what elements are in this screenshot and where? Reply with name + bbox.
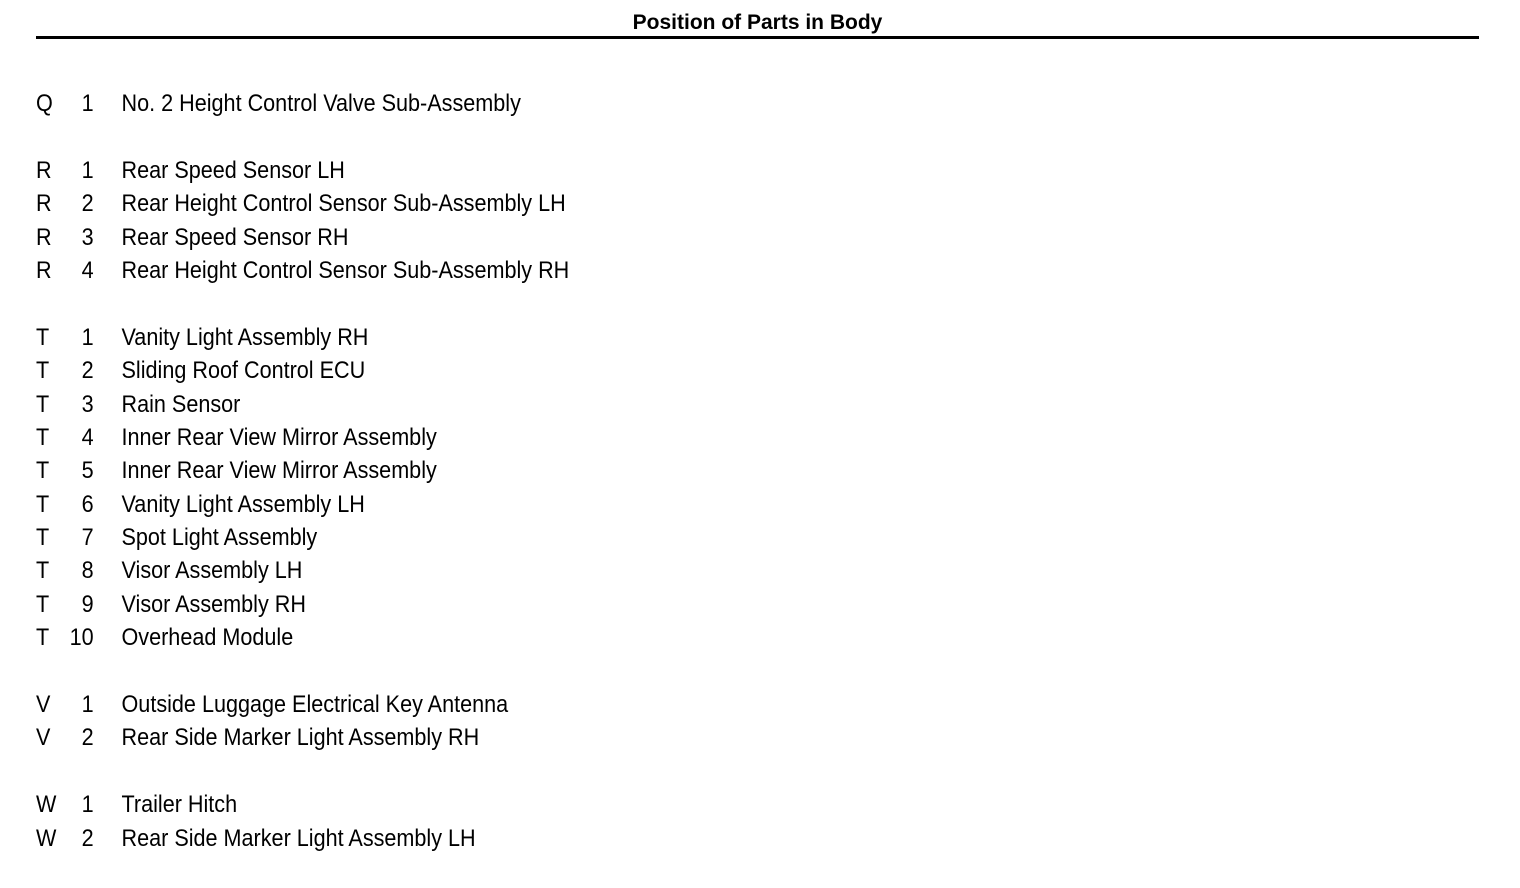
parts-group-q bbox=[36, 87, 1136, 120]
part-number: 1 bbox=[81, 323, 94, 351]
parts-row bbox=[36, 621, 1026, 654]
location-letter: R bbox=[36, 156, 52, 184]
location-letter: T bbox=[36, 590, 50, 618]
part-description: Rear Height Control Sensor Sub-Assembly RH bbox=[121, 256, 570, 284]
parts-row bbox=[36, 421, 1026, 454]
location-letter: T bbox=[36, 524, 50, 552]
parts-row bbox=[36, 488, 1026, 521]
location-letter: V bbox=[36, 691, 51, 719]
parts-row bbox=[36, 721, 1026, 754]
location-letter: T bbox=[36, 557, 50, 585]
location-letter: T bbox=[36, 490, 50, 518]
parts-group-r bbox=[36, 154, 1136, 288]
part-number: 1 bbox=[81, 90, 94, 117]
part-description: Inner Rear View Mirror Assembly bbox=[121, 423, 437, 451]
parts-row bbox=[36, 588, 1026, 621]
part-description: No. 2 Height Control Valve Sub-Assembly bbox=[121, 90, 521, 117]
parts-row bbox=[36, 254, 1026, 287]
part-description: Visor Assembly LH bbox=[121, 557, 303, 585]
title-rule bbox=[36, 36, 1479, 39]
parts-row bbox=[36, 321, 1026, 354]
location-letter: W bbox=[36, 824, 57, 852]
parts-row bbox=[36, 788, 1026, 821]
part-description: Rear Side Marker Light Assembly LH bbox=[121, 824, 476, 852]
location-letter: W bbox=[36, 791, 57, 819]
location-letter: T bbox=[36, 423, 50, 451]
location-letter: T bbox=[36, 457, 50, 485]
parts-row bbox=[36, 454, 1026, 487]
part-description: Spot Light Assembly bbox=[121, 524, 318, 552]
part-number: 3 bbox=[81, 223, 94, 251]
part-number: 1 bbox=[81, 791, 94, 819]
parts-row bbox=[36, 388, 1026, 421]
part-description: Rear Speed Sensor LH bbox=[121, 156, 345, 184]
location-letter: T bbox=[36, 323, 50, 351]
location-letter: T bbox=[36, 390, 50, 418]
part-number: 5 bbox=[81, 457, 94, 485]
parts-group-t bbox=[36, 321, 1136, 655]
parts-row bbox=[36, 87, 1026, 120]
parts-group-v bbox=[36, 688, 1136, 755]
part-description: Rear Height Control Sensor Sub-Assembly LH bbox=[121, 190, 566, 218]
location-letter: R bbox=[36, 256, 52, 284]
part-number: 6 bbox=[81, 490, 94, 518]
part-description: Overhead Module bbox=[121, 624, 294, 652]
part-description: Inner Rear View Mirror Assembly bbox=[121, 457, 437, 485]
location-letter: Q bbox=[36, 90, 53, 117]
part-description: Vanity Light Assembly LH bbox=[121, 490, 365, 518]
parts-row bbox=[36, 154, 1026, 187]
part-number: 8 bbox=[81, 557, 94, 585]
part-number: 3 bbox=[81, 390, 94, 418]
parts-row bbox=[36, 521, 1026, 554]
location-letter: V bbox=[36, 724, 51, 752]
part-description: Sliding Roof Control ECU bbox=[121, 357, 366, 385]
part-description: Vanity Light Assembly RH bbox=[121, 323, 369, 351]
part-number: 4 bbox=[81, 423, 94, 451]
part-number: 1 bbox=[81, 691, 94, 719]
part-description: Trailer Hitch bbox=[121, 791, 238, 819]
part-description: Rear Speed Sensor RH bbox=[121, 223, 349, 251]
parts-row bbox=[36, 688, 1026, 721]
part-description: Rain Sensor bbox=[121, 390, 241, 418]
parts-row bbox=[36, 822, 1026, 855]
part-number: 2 bbox=[81, 190, 94, 218]
part-description: Visor Assembly RH bbox=[121, 590, 306, 618]
parts-list bbox=[36, 87, 1136, 888]
parts-row bbox=[36, 354, 1026, 387]
location-letter: R bbox=[36, 223, 52, 251]
part-number: 10 bbox=[69, 624, 94, 652]
part-number: 2 bbox=[81, 724, 94, 752]
location-letter: T bbox=[36, 624, 50, 652]
page-title: Position of Parts in Body bbox=[632, 11, 883, 34]
location-letter: T bbox=[36, 357, 50, 385]
location-letter: R bbox=[36, 190, 52, 218]
part-number: 2 bbox=[81, 357, 94, 385]
part-number: 2 bbox=[81, 824, 94, 852]
parts-row bbox=[36, 554, 1026, 587]
part-number: 7 bbox=[81, 524, 94, 552]
parts-row bbox=[36, 187, 1026, 220]
part-description: Rear Side Marker Light Assembly RH bbox=[121, 724, 480, 752]
part-number: 4 bbox=[81, 256, 94, 284]
parts-group-w bbox=[36, 788, 1136, 855]
part-number: 9 bbox=[81, 590, 94, 618]
part-description: Outside Luggage Electrical Key Antenna bbox=[121, 691, 509, 719]
parts-row bbox=[36, 221, 1026, 254]
part-number: 1 bbox=[81, 156, 94, 184]
